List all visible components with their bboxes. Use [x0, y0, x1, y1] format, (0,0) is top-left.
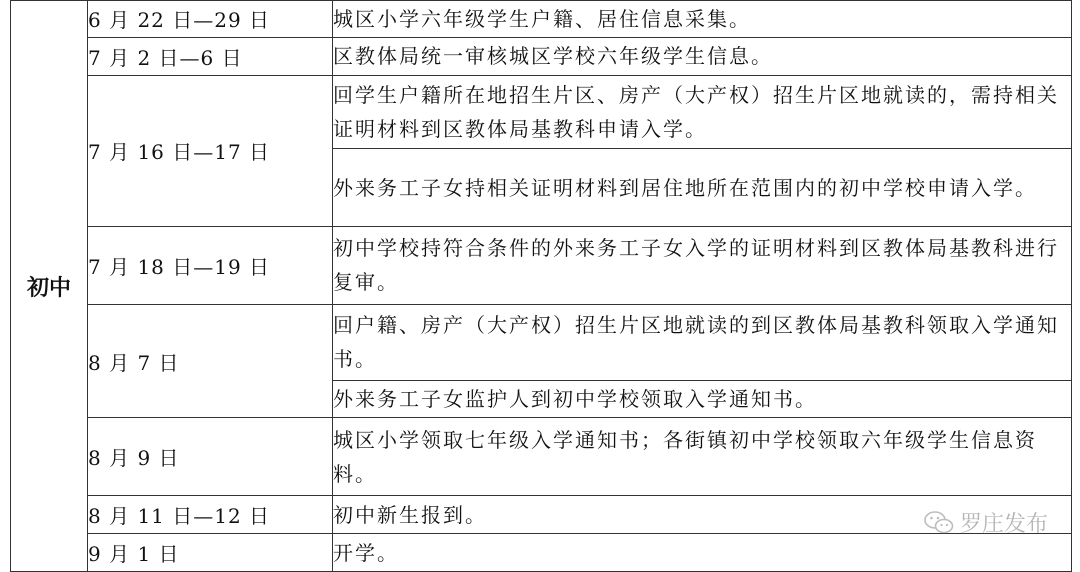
date-cell: 8 月 11 日—12 日 — [88, 496, 333, 534]
table-row — [11, 496, 1072, 534]
description-cell: 回学生户籍所在地招生片区、房产（大产权）招生片区地就读的，需持相关证明材料到区教体局基教科申请入学。 — [333, 75, 1072, 149]
stage-label: 初中 — [11, 1, 88, 572]
date-cell: 7 月 18 日—19 日 — [88, 227, 333, 305]
description-cell: 外来务工子女持相关证明材料到居住地所在范围内的初中学校申请入学。 — [333, 149, 1072, 227]
schedule-table — [10, 0, 1072, 572]
table-row — [11, 227, 1072, 305]
date-cell: 8 月 9 日 — [88, 418, 333, 496]
table-row — [11, 304, 1072, 380]
date-cell: 7 月 2 日—6 日 — [88, 37, 333, 75]
description-cell: 城区小学领取七年级入学通知书；各街镇初中学校领取六年级学生信息资料。 — [333, 418, 1072, 496]
date-cell: 8 月 7 日 — [88, 304, 333, 418]
description-cell: 回户籍、房产（大产权）招生片区地就读的到区教体局基教科领取入学通知书。 — [333, 304, 1072, 380]
table-row — [11, 534, 1072, 572]
description-cell: 开学。 — [333, 534, 1072, 572]
watermark — [924, 507, 1048, 538]
date-cell: 6 月 22 日—29 日 — [88, 1, 333, 38]
description-cell: 初中新生报到。 — [333, 496, 1072, 534]
wechat-icon — [924, 510, 954, 536]
description-cell: 城区小学六年级学生户籍、居住信息采集。 — [333, 1, 1072, 38]
date-cell: 9 月 1 日 — [88, 534, 333, 572]
table-row — [11, 37, 1072, 75]
description-cell: 初中学校持符合条件的外来务工子女入学的证明材料到区教体局基教科进行复审。 — [333, 227, 1072, 305]
description-cell: 区教体局统一审核城区学校六年级学生信息。 — [333, 37, 1072, 75]
table-row — [11, 1, 1072, 38]
table-row — [11, 418, 1072, 496]
date-cell: 7 月 16 日—17 日 — [88, 75, 333, 226]
table-row — [11, 75, 1072, 149]
description-cell: 外来务工子女监护人到初中学校领取入学通知书。 — [333, 380, 1072, 418]
watermark-text: 罗庄发布 — [959, 512, 1048, 537]
